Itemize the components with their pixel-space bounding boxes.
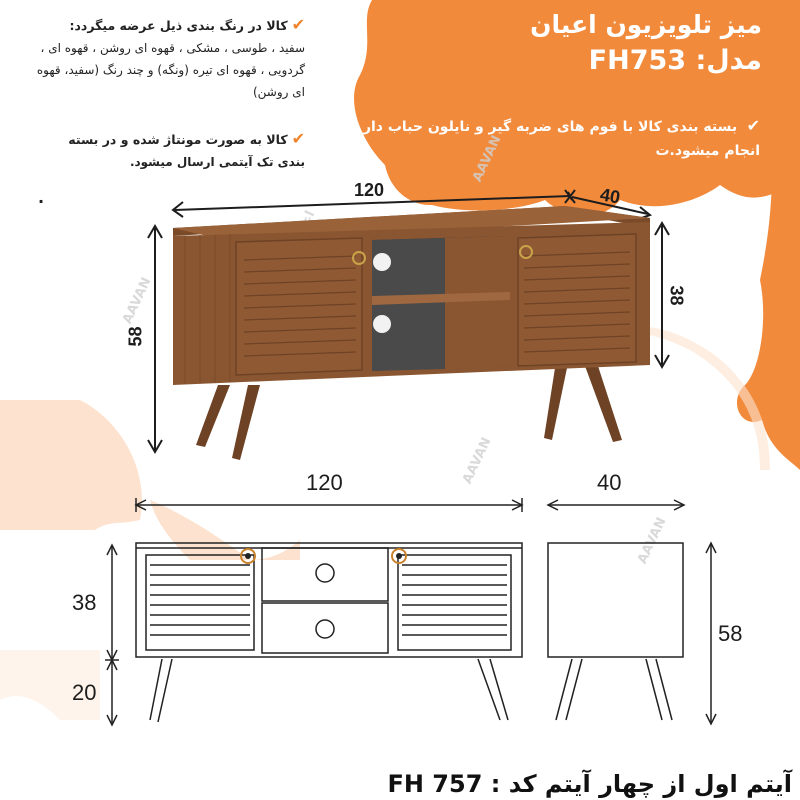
photo-cabinet-height-label: 38 xyxy=(666,285,687,306)
footer-item-code: آیتم اول از چهار آیتم کد : FH 757 xyxy=(387,770,792,798)
model-code: مدل: FH753 xyxy=(588,45,762,76)
product-title: میز تلویزیون اعیان xyxy=(530,10,762,39)
watermark-text: AAVAN xyxy=(460,435,495,487)
feature-colors-body: سفید ، طوسی ، مشکی ، قهوه ای روشن ، قهوه ای ، گردویی ، قهوه ای تیره (ونگه) و چند رنگ (سفید، قهوه ای روشن) xyxy=(36,41,305,99)
feature-colors-heading: کالا در رنگ بندی ذیل عرضه میگردد: xyxy=(69,18,288,33)
check-icon: ✔ xyxy=(746,116,760,135)
feature-assembly-heading: کالا به صورت مونتاژ شده و در بسته xyxy=(68,132,288,147)
feature-assembly-body: بندی تک آیتمی ارسال میشود. xyxy=(129,155,305,169)
check-icon: ✔ xyxy=(291,15,305,34)
drawing-cabinet-height-label: 38 xyxy=(72,590,97,615)
watermark-text: AAVAN xyxy=(120,275,155,327)
packaging-note-text: بسته بندی کالا با فوم های ضربه گیر و نایلون حباب دار انجام میشود.ت xyxy=(362,119,760,159)
drawing-leg-height-label: 20 xyxy=(72,680,97,705)
drawing-width-label: 120 xyxy=(306,470,343,495)
check-icon: ✔ xyxy=(291,129,305,148)
photo-depth-label: 40 xyxy=(598,184,622,208)
drawing-depth-label: 40 xyxy=(597,470,622,495)
photo-width-label: 120 xyxy=(354,180,385,200)
stray-dot: . xyxy=(38,188,45,207)
drawing-total-height-label: 58 xyxy=(718,621,743,646)
watermark-text: AAVAN xyxy=(470,133,505,185)
watermark-text: AAVAN xyxy=(635,515,670,567)
photo-height-label: 58 xyxy=(125,326,146,347)
